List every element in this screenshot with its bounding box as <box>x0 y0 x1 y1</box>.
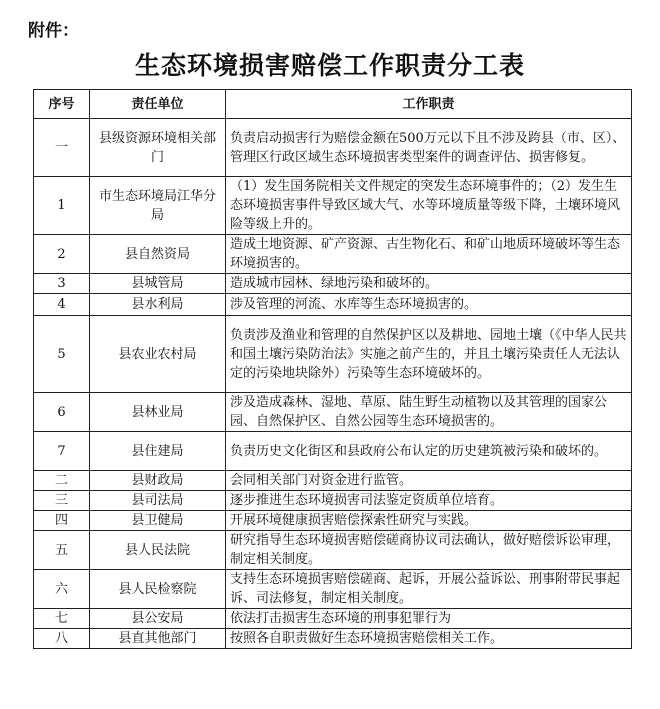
table-row <box>34 294 632 316</box>
responsible-unit: 县人民检察院 <box>90 570 226 609</box>
table-header-row <box>34 90 632 119</box>
duty-text: 按照各自职责做好生态环境损害赔偿相关工作。 <box>226 629 632 649</box>
duty-text: 负责历史文化街区和县政府公布认定的历史建筑被污染和破坏的。 <box>226 432 632 471</box>
table-row <box>34 531 632 570</box>
responsible-unit: 县林业局 <box>90 393 226 432</box>
column-header-duty: 工作职责 <box>226 90 632 119</box>
row-number: 2 <box>34 235 90 274</box>
row-number: 5 <box>34 316 90 393</box>
responsible-unit: 县财政局 <box>90 471 226 491</box>
responsible-unit: 县自然资局 <box>90 235 226 274</box>
row-number: 一 <box>34 119 90 177</box>
responsible-unit: 县人民法院 <box>90 531 226 570</box>
row-number: 四 <box>34 511 90 531</box>
duty-text: 负责涉及渔业和管理的自然保护区以及耕地、园地土壤（《中华人民共和国土壤污染防治法》实施之前产生的，并且土壤污染责任人无法认定的污染地块除外）污染等生态环境破坏的。 <box>226 316 632 393</box>
page-title: 生态环境损害赔偿工作职责分工表 <box>134 51 525 80</box>
row-number: 五 <box>34 531 90 570</box>
responsible-unit: 县直其他部门 <box>90 629 226 649</box>
duty-text: 负责启动损害行为赔偿金额在500万元以下且不涉及跨县（市、区）、管理区行政区域生态环境损害类型案件的调查评估、损害修复。 <box>226 119 632 177</box>
table-row <box>34 471 632 491</box>
row-number: 6 <box>34 393 90 432</box>
responsible-unit: 县卫健局 <box>90 511 226 531</box>
table-row <box>34 432 632 471</box>
row-number: 4 <box>34 294 90 316</box>
duty-text: （1）发生国务院相关文件规定的突发生态环境事件的；（2）发生生态环境损害事件导致区域大气、水等环境质量等级下降，土壤环境风险等级上升的。 <box>226 177 632 235</box>
responsible-unit: 县司法局 <box>90 491 226 511</box>
row-number: 八 <box>34 629 90 649</box>
responsible-unit: 县水利局 <box>90 294 226 316</box>
attachment-label: 附件： <box>28 21 79 41</box>
row-number: 七 <box>34 609 90 629</box>
duty-text: 会同相关部门对资金进行监管。 <box>226 471 632 491</box>
row-number: 7 <box>34 432 90 471</box>
table-row <box>34 629 632 649</box>
table-row <box>34 570 632 609</box>
row-number: 二 <box>34 471 90 491</box>
table-row <box>34 316 632 393</box>
table-row <box>34 119 632 177</box>
column-header-unit: 责任单位 <box>90 90 226 119</box>
duty-text: 涉及管理的河流、水库等生态环境损害的。 <box>226 294 632 316</box>
duty-text: 开展环境健康损害赔偿探索性研究与实践。 <box>226 511 632 531</box>
table-row <box>34 393 632 432</box>
duty-text: 造成城市园林、绿地污染和破坏的。 <box>226 274 632 294</box>
responsible-unit: 市生态环境局江华分局 <box>90 177 226 235</box>
table-row <box>34 274 632 294</box>
duty-table <box>33 89 632 649</box>
table-row <box>34 177 632 235</box>
duty-text: 依法打击损害生态环境的刑事犯罪行为 <box>226 609 632 629</box>
responsible-unit: 县公安局 <box>90 609 226 629</box>
responsible-unit: 县级资源环境相关部门 <box>90 119 226 177</box>
row-number: 三 <box>34 491 90 511</box>
row-number: 六 <box>34 570 90 609</box>
duty-text: 逐步推进生态环境损害司法鉴定资质单位培育。 <box>226 491 632 511</box>
duty-text: 造成土地资源、矿产资源、古生物化石、和矿山地质环境破坏等生态环境损害的。 <box>226 235 632 274</box>
table-row <box>34 511 632 531</box>
responsible-unit: 县城管局 <box>90 274 226 294</box>
responsible-unit: 县农业农村局 <box>90 316 226 393</box>
column-header-no: 序号 <box>34 90 90 119</box>
duty-text: 研究指导生态环境损害赔偿磋商协议司法确认，做好赔偿诉讼审理，制定相关制度。 <box>226 531 632 570</box>
row-number: 1 <box>34 177 90 235</box>
table-row <box>34 609 632 629</box>
duty-text: 支持生态环境损害赔偿磋商、起诉，开展公益诉讼、刑事附带民事起诉、司法修复，制定相关制度。 <box>226 570 632 609</box>
table-row <box>34 491 632 511</box>
responsible-unit: 县住建局 <box>90 432 226 471</box>
row-number: 3 <box>34 274 90 294</box>
duty-text: 涉及造成森林、湿地、草原、陆生野生动植物以及其管理的国家公园、自然保护区、自然公园等生态环境损害的。 <box>226 393 632 432</box>
table-row <box>34 235 632 274</box>
